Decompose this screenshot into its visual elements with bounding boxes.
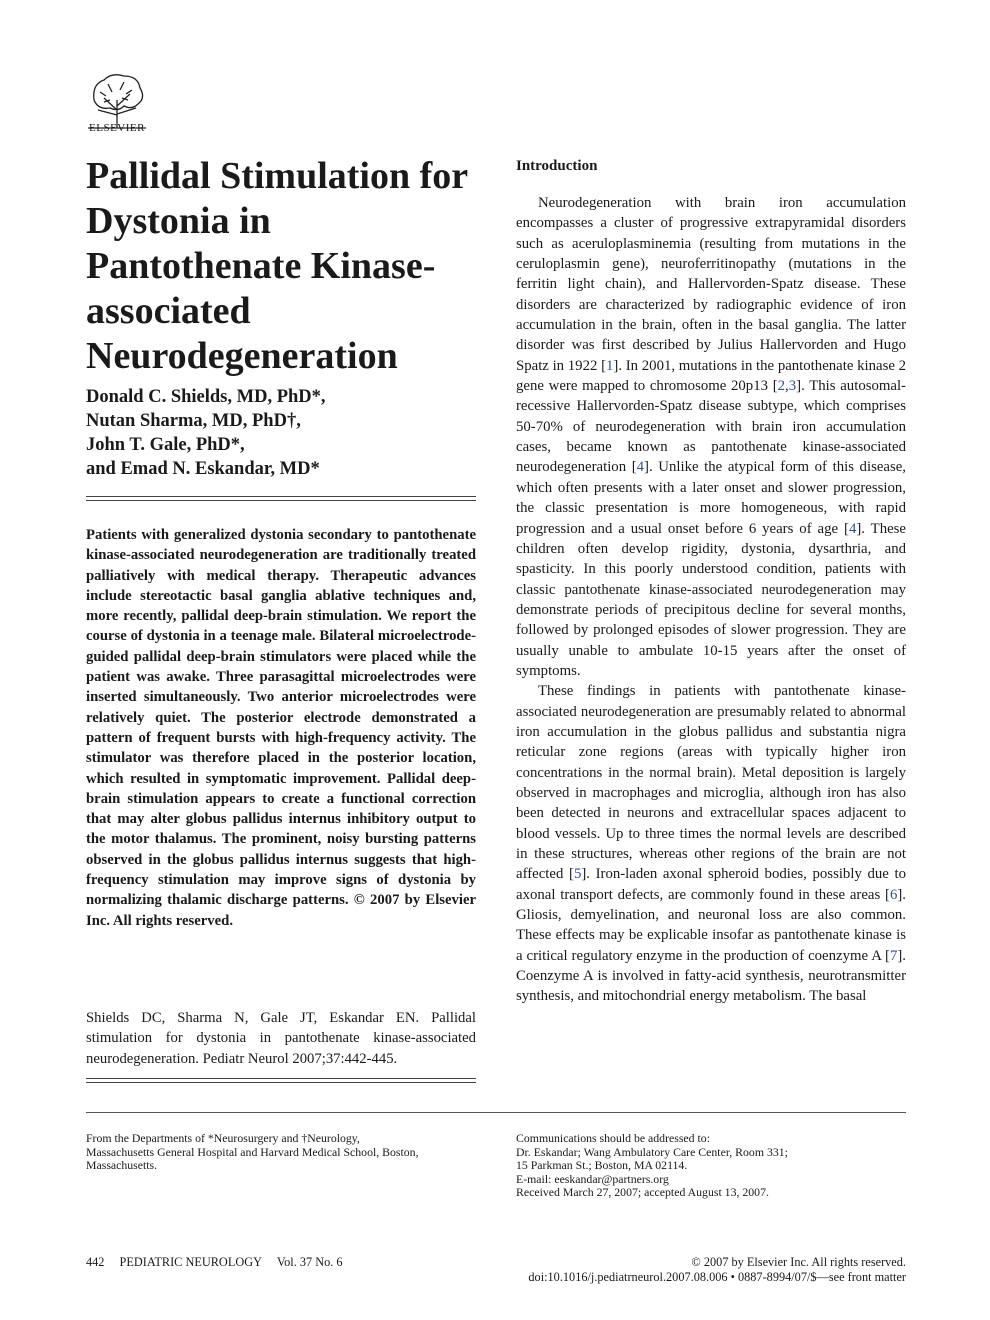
- correspondence-line: Received March 27, 2007; accepted August 13, 2007.: [516, 1185, 769, 1200]
- author-list: [86, 385, 481, 481]
- author-line: Donald C. Shields, MD, PhD*,: [86, 387, 326, 407]
- affiliation-line: Massachusetts.: [86, 1158, 158, 1173]
- page-number: 442: [86, 1255, 105, 1269]
- page-footer-right: [476, 1255, 906, 1285]
- doi: doi:10.1016/j.pediatrneurol.2007.08.006 • 0887-8994/07/$—see front matter: [528, 1270, 906, 1284]
- reference-link[interactable]: 6: [889, 886, 898, 903]
- author-line: Nutan Sharma, MD, PhD†,: [86, 411, 301, 431]
- reference-link[interactable]: 7: [889, 947, 898, 964]
- affiliation-line: From the Departments of *Neurosurgery and †Neurology,: [86, 1131, 360, 1145]
- footnote-divider: [86, 1112, 906, 1113]
- abstract: Patients with generalized dystonia secondary to pantothenate kinase-associated neurodegeneration are traditionally treated palliatively with medical therapy. Therapeutic advances include stereotactic basal ganglia ablative techniques and, more recently, pallidal deep-brain stimulation. We report the course of dystonia in a teenage male. Bilateral microelectrode-guided pallidal deep-brain stimulators were placed while the patient was awake. Three parasagittal microelectrodes were inserted simultaneously. Two anterior microelectrodes were relatively quiet. The posterior electrode demonstrated a pattern of frequent bursts with high-frequency activity. The stimulator was therefore placed in the posterior location, which resulted in symptomatic improvement. Pallidal deep-brain stimulation appears to create a functional correction that may alter globus pallidus internus inhibitory output to the motor thalamus. The prominent, noisy bursting patterns observed in the globus pallidus internus suggests that high-frequency stimulation may improve signs of dystonia by normalizing thalamic discharge patterns. © 2007 by Elsevier Inc. All rights reserved.: [86, 527, 476, 929]
- divider: [86, 1078, 476, 1083]
- reference-link[interactable]: 1: [606, 357, 614, 374]
- correspondence-line: Communications should be addressed to:: [516, 1131, 710, 1145]
- elsevier-logo-text: ELSEVIER: [89, 122, 145, 134]
- copyright: © 2007 by Elsevier Inc. All rights reserved.: [691, 1255, 906, 1269]
- reference-link[interactable]: 3: [788, 378, 797, 395]
- affiliation-line: Massachusetts General Hospital and Harvard Medical School, Boston,: [86, 1144, 419, 1159]
- correspondence-line: 15 Parkman St.; Boston, MA 02114.: [516, 1158, 688, 1173]
- reference-link[interactable]: 4: [636, 459, 645, 476]
- paragraph: Neurodegeneration with brain iron accumulation encompasses a cluster of progressive extrapyramidal disorders such as aceruloplasminemia (resulting from mutations in the ceruloplasmin gene), neuroferritinopathy (mutations in the ferritin light chain), and Hallervorden-Spatz disease. These disorders are characterized by radiographic evidence of iron accumulation in the brain, often in the basal ganglia. The latter disorder was first described by Julius Hallervorden and Hugo Spatz in 1922 [1]. In 2001, mutations in the pantothenate kinase 2 gene were mapped to chromosome 20p13 [2,3]. This autosomal-recessive Hallervorden-Spatz disease subtype, which comprises 50-70% of neurodegeneration with brain iron accumulation cases, became known as pantothenate kinase-associated neurodegeneration [4]. Unlike the atypical form of this disease, which often presents with a later onset and slower progression, the classic presentation is more homogeneous, with rapid progression and a usual onset before 6 years of age [4]. These children often develop rigidity, dystonia, dysarthria, and spasticity. In this poorly understood condition, patients with classic pantothenate kinase-associated neurodegeneration may demonstrate periods of precipitous decline for several months, followed by prolonged episodes of slower progression. They are usually unable to ambulate 10-15 years after the onset of symptoms.: [516, 195, 907, 679]
- article-title: Pallidal Stimulation for Dystonia in Pantothenate Kinase-associated Neurodegeneration: [86, 155, 468, 377]
- citation: Shields DC, Sharma N, Gale JT, Eskandar EN. Pallidal stimulation for dystonia in pantothenate kinase-associated neurodegeneration. Pediatr Neurol 2007;37:442-445.: [86, 1010, 476, 1067]
- correspondence-line: Dr. Eskandar; Wang Ambulatory Care Center, Room 331;: [516, 1144, 788, 1159]
- paragraph: These findings in patients with pantothenate kinase-associated neurodegeneration are presumably related to abnormal iron accumulation in the globus pallidus and substantia nigra reticular zone regions (areas with typically higher iron concentrations in the normal brain). Metal deposition is largely observed in macrophages and microglia, although iron has also been detected in neurons and extracellular spaces adjacent to blood vessels. Up to three times the normal levels are described in these structures, whereas other regions of the brain are not affected [5]. Iron-laden axonal spheroid bodies, possibly due to axonal transport defects, are commonly found in these areas [6]. Gliosis, demyelination, and neuronal loss are also common. These effects may be explicable insofar as pantothenate kinase is a critical regulatory enzyme in the production of coenzyme A [7]. Coenzyme A is involved in fatty-acid synthesis, neurotransmitter synthesis, and mitochondrial energy metabolism. The basal: [516, 683, 906, 1005]
- introduction-body: [516, 193, 906, 1007]
- reference-link[interactable]: 5: [573, 866, 582, 883]
- journal-volume: Vol. 37 No. 6: [276, 1255, 343, 1269]
- reference-link[interactable]: 2: [777, 378, 786, 395]
- correspondence-line: E-mail: eeskandar@partners.org: [516, 1171, 669, 1186]
- author-line: John T. Gale, PhD*,: [86, 435, 245, 455]
- section-heading: Introduction: [516, 158, 598, 174]
- author-line: and Emad N. Eskandar, MD*: [86, 459, 320, 479]
- divider: [86, 496, 476, 501]
- correspondence-note: [516, 1132, 906, 1200]
- affiliation-note: [86, 1132, 476, 1173]
- reference-link[interactable]: 4: [848, 520, 857, 537]
- page-footer-left: [86, 1255, 355, 1270]
- journal-name: PEDIATRIC NEUROLOGY: [119, 1255, 262, 1269]
